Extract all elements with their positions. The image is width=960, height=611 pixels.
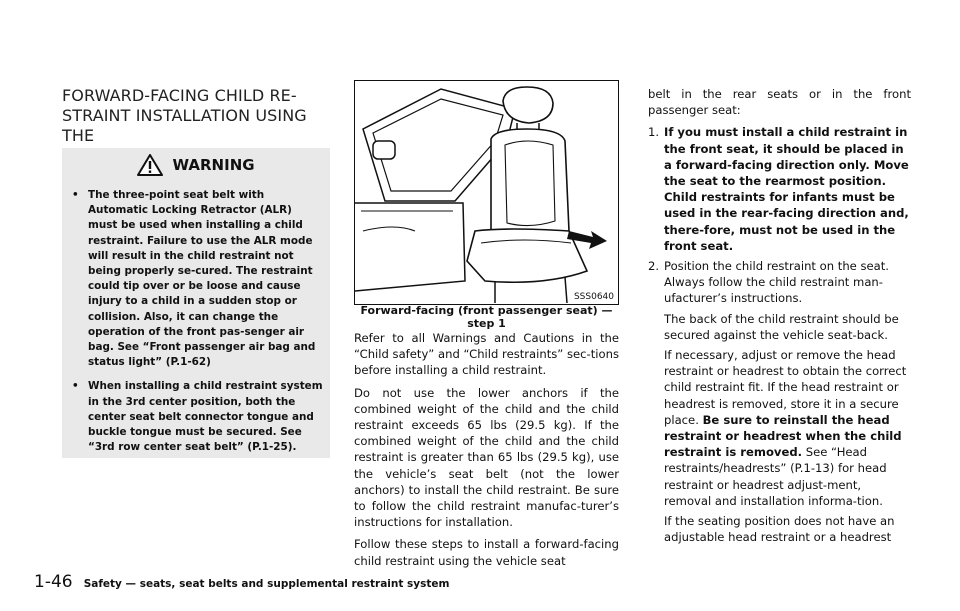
step-text: If you must install a child restraint in the front seat, it should be placed in a forward-facing direction only. Move the seat to the rearmost position. Child restraints for infants must be used in the rear-facing direction and, there-fore, must not be used in the front seat.: [664, 125, 909, 253]
figure-caption-line-2: step 1: [467, 317, 506, 330]
section-title-line-2: STRAINT INSTALLATION USING THE: [62, 106, 307, 145]
page-footer: [34, 572, 449, 592]
step-item: [648, 258, 911, 545]
figure-caption-line-1: Forward-facing (front passenger seat) —: [360, 304, 613, 317]
figure-code: SSS0640: [573, 292, 614, 302]
step-text-part: If necessary, adjust or remove the head restraint or headrest to obtain the correct child restraint fit. If the head restraint or headrest is removed, store it in a secure place.: [664, 348, 907, 427]
warning-item: [72, 188, 324, 370]
warning-item-text: The three-point seat belt with Automatic Locking Retractor (ALR) must be used when installing a child restraint. Failure to use the ALR mode will result in the child restraint not being properly se-cured. The restraint could tip over or be loose and cause injury to a child in a sudden stop or collision. Also, it can change the operation of the front pas-senger air bag. See “Front passenger air bag and status light” (P.1-62): [88, 189, 316, 369]
warning-box: [62, 148, 330, 458]
paragraph: belt in the rear seats or in the front passenger seat:: [648, 87, 911, 118]
warning-header: [62, 154, 330, 176]
seat-illustration: [354, 80, 619, 305]
step-subparagraph: [664, 347, 911, 509]
step-item: [648, 124, 911, 254]
steps-list: [648, 124, 911, 545]
step-text-part: See “Head restraints/headrests” (P.1-13) for head restraint or headrest adjust-ment, removal and installation informa-tion.: [664, 445, 887, 508]
bullet-icon: •: [72, 189, 79, 201]
paragraph: Follow these steps to install a forward-facing child restraint using the vehicle seat: [354, 537, 619, 568]
column-2-text: [354, 330, 619, 575]
paragraph: Refer to all Warnings and Cautions in the “Child safety” and “Child restraints” sec-tions before installing a child restraint.: [354, 331, 619, 378]
step-subparagraph: The back of the child restraint should be secured against the vehicle seat-back.: [664, 311, 899, 342]
section-title-line-1: FORWARD-FACING CHILD RE-: [62, 86, 297, 105]
step-text-bold: Be sure to reinstall the head restraint or headrest when the child restraint is removed.: [664, 412, 902, 460]
step-number: 2.: [648, 259, 660, 274]
figure-caption: [354, 304, 619, 330]
seat-drawing: [355, 81, 618, 304]
step-text: Position the child restraint on the seat. Always follow the child restraint man-ufacturer’s instructions.: [664, 259, 889, 306]
step-subparagraph: If the seating position does not have an adjustable head restraint or a headrest: [664, 514, 895, 545]
page-number: 1-46: [34, 572, 73, 592]
paragraph: Do not use the lower anchors if the combined weight of the child and the child restraint exceeds 65 lbs (29.5 kg). If the combined weight of the child and the child restraint is greater than 65 lbs (29.5 kg), use the vehicle’s seat belt (not the lower anchors) to install the child restraint. Be sure to follow the child restraint manufac-turer’s instructions for installation.: [354, 385, 619, 530]
column-3-text: [648, 86, 911, 549]
warning-triangle-icon: [137, 154, 163, 176]
warning-list: [72, 188, 324, 464]
bullet-icon: •: [72, 380, 79, 393]
footer-title: Safety — seats, seat belts and supplemental restraint system: [83, 578, 450, 590]
warning-label: WARNING: [172, 156, 255, 174]
step-number: 1.: [648, 125, 660, 140]
warning-item: [72, 379, 324, 455]
warning-item-text: When installing a child restraint system in the 3rd center position, both the center seat belt connector tongue and buckle tongue must be secured. See “3rd row center seat belt” (P.1-25).: [88, 380, 323, 454]
